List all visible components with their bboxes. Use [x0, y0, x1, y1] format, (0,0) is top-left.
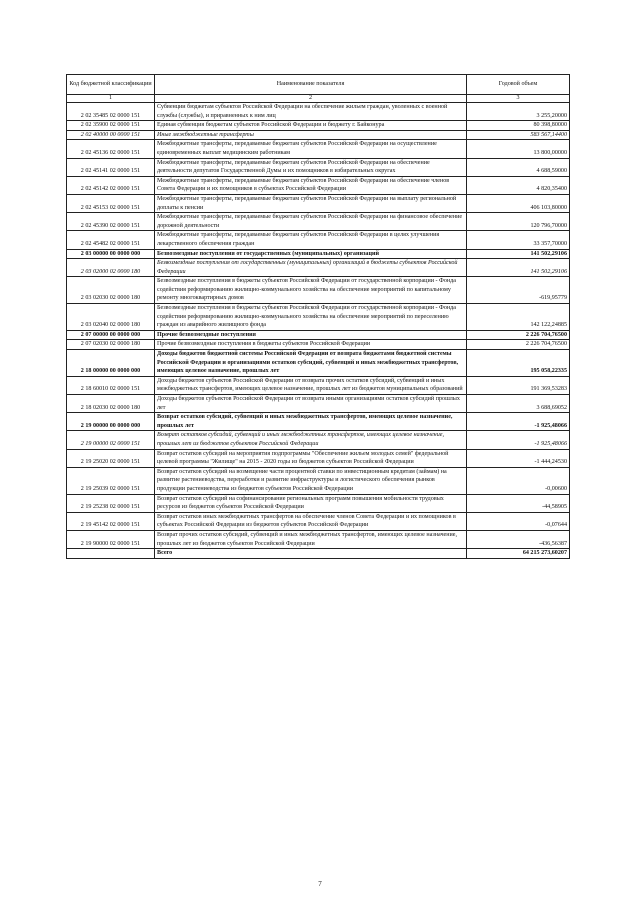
row-code: 2 19 25020 02 0000 151 [67, 449, 155, 467]
column-number-2: 2 [155, 95, 467, 103]
budget-table-container [66, 74, 569, 559]
row-code: 2 18 00000 00 0000 000 [67, 350, 155, 377]
row-code: 2 19 00000 02 0000 151 [67, 431, 155, 449]
row-value: 142 122,24885 [467, 304, 570, 331]
row-value: 141 502,29106 [467, 249, 570, 259]
row-value: 80 398,80000 [467, 121, 570, 131]
row-name: Возврат остатков субсидий на мероприятия подпрограммы "Обеспечение жильем молодых семей" федеральной целевой программы "Жилище" на 2015 - 2020 годы из бюджетов субъектов Российской Федерации [155, 449, 467, 467]
row-name: Межбюджетные трансферты, передаваемые бюджетам субъектов Российской Федерации на финансовое обеспечение дорожной деятельности [155, 213, 467, 231]
row-value: 3 688,69052 [467, 395, 570, 413]
row-name: Доходы бюджетов бюджетной системы Российской Федерации от возврата бюджетами бюджетной системы Российской Федерации и организациями остатков субсидий, субвенций и иных межбюджетных трансфертов, имеющих целевое назначение, прошлых лет [155, 350, 467, 377]
row-name: Возврат остатков субсидий на софинансирование региональных программ повышения мобильности трудовых ресурсов из бюджетов субъектов Российской Федерации [155, 494, 467, 512]
table-row [67, 231, 570, 249]
row-code: 2 03 00000 00 0000 000 [67, 249, 155, 259]
table-row [67, 158, 570, 176]
row-name: Безвозмездные поступления от государственных (муниципальных) организаций в бюджеты субъектов Российской Федерации [155, 259, 467, 277]
row-name: Безвозмездные поступления от государственных (муниципальных) организаций [155, 249, 467, 259]
table-row [67, 376, 570, 394]
table-row [67, 467, 570, 494]
table-body [67, 103, 570, 559]
row-code: 2 02 45142 02 0000 151 [67, 176, 155, 194]
row-name: Прочие безвозмездные поступления [155, 330, 467, 340]
row-name: Безвозмездные поступления в бюджеты субъектов Российской Федерации от государственной корпорации - Фонда содействия реформированию жилищно-коммунального хозяйства на обеспечение мероприятий по капитальному ремонту многоквартирных домов [155, 277, 467, 304]
row-code: 2 02 45141 02 0000 151 [67, 158, 155, 176]
row-value: 64 215 273,60207 [467, 549, 570, 559]
table-row [67, 103, 570, 121]
row-name: Возврат остатков субсидий, субвенций и иных межбюджетных трансфертов, имеющих целевое назначение, прошлых лет [155, 413, 467, 431]
row-value: 2 226 704,76500 [467, 330, 570, 340]
row-code: 2 02 45136 02 0000 151 [67, 140, 155, 158]
row-code: 2 02 40000 00 0000 151 [67, 130, 155, 140]
row-code: 2 03 02030 02 0000 180 [67, 277, 155, 304]
table-row [67, 431, 570, 449]
row-name: Иные межбюджетные трансферты [155, 130, 467, 140]
row-value: -44,58905 [467, 494, 570, 512]
row-code: 2 03 02040 02 0000 180 [67, 304, 155, 331]
table-row [67, 213, 570, 231]
row-value: 3 255,20000 [467, 103, 570, 121]
header-code: Код бюджетной классификации [67, 75, 155, 95]
row-code: 2 02 45153 02 0000 151 [67, 194, 155, 212]
row-value: 120 796,70000 [467, 213, 570, 231]
row-code: 2 18 02030 02 0000 180 [67, 395, 155, 413]
row-name: Межбюджетные трансферты, передаваемые бюджетам субъектов Российской Федерации на обеспечение членов Совета Федерации и их помощников в субъектах Российской Федерации [155, 176, 467, 194]
row-name: Доходы бюджетов субъектов Российской Федерации от возврата иными организациями остатков субсидий прошлых лет [155, 395, 467, 413]
row-code: 2 19 25238 02 0000 151 [67, 494, 155, 512]
row-code: 2 19 45142 02 0000 151 [67, 512, 155, 530]
row-value: -436,56387 [467, 530, 570, 548]
row-value: 33 357,70000 [467, 231, 570, 249]
table-row [67, 140, 570, 158]
row-code: 2 07 00000 00 0000 000 [67, 330, 155, 340]
row-value: 4 688,59000 [467, 158, 570, 176]
row-name: Межбюджетные трансферты, передаваемые бюджетам субъектов Российской Федерации на обеспечение деятельности депутатов Государственной Думы и их помощников в избирательных округах [155, 158, 467, 176]
row-value: -0,07644 [467, 512, 570, 530]
row-value: -0,00600 [467, 467, 570, 494]
row-code: 2 02 35900 02 0000 151 [67, 121, 155, 131]
row-code: 2 19 25039 02 0000 151 [67, 467, 155, 494]
row-name: Субвенции бюджетам субъектов Российской Федерации на обеспечение жильем граждан, уволенных с военной службы (службы), и приравненных к ним лиц [155, 103, 467, 121]
row-name: Межбюджетные трансферты, передаваемые бюджетам субъектов Российской Федерации на выплату региональной доплаты к пенсии [155, 194, 467, 212]
header-name: Наименование показателя [155, 75, 467, 95]
row-name: Прочие безвозмездные поступления в бюджеты субъектов Российской Федерации [155, 340, 467, 350]
table-row [67, 494, 570, 512]
row-code: 2 03 02000 02 0000 180 [67, 259, 155, 277]
table-row [67, 449, 570, 467]
row-code: 2 18 60010 02 0000 151 [67, 376, 155, 394]
table-row [67, 249, 570, 259]
table-row [67, 330, 570, 340]
table-row [67, 277, 570, 304]
row-code: 2 02 35485 02 0000 151 [67, 103, 155, 121]
table-row [67, 512, 570, 530]
table-row [67, 549, 570, 559]
row-name: Безвозмездные поступления в бюджеты субъектов Российской Федерации от государственной корпорации - Фонда содействия реформированию жилищно-коммунального хозяйства на обеспечение мероприятий по переселению граждан из аварийного жилищного фонда [155, 304, 467, 331]
table-header [67, 75, 570, 103]
page-number: 7 [318, 880, 322, 888]
row-code [67, 549, 155, 559]
table-row [67, 413, 570, 431]
row-value: -1 925,48066 [467, 431, 570, 449]
row-value: -1 444,24530 [467, 449, 570, 467]
row-name: Возврат остатков субсидий на возмещение части процентной ставки по инвестиционным кредитам (займам) на развитие растениеводства, переработки и развитие инфраструктуры и логистического обеспечения рынков продукции растениеводства из бюджетов субъектов Российской Федерации [155, 467, 467, 494]
row-name: Межбюджетные трансферты, передаваемые бюджетам субъектов Российской Федерации на осуществление единовременных выплат медицинским работникам [155, 140, 467, 158]
row-value: -1 925,48066 [467, 413, 570, 431]
row-value: 195 058,22335 [467, 350, 570, 377]
table-row [67, 350, 570, 377]
row-name: Возврат остатков субсидий, субвенций и иных межбюджетных трансфертов, имеющих целевое назначение, прошлых лет из бюджетов субъектов Российской Федерации [155, 431, 467, 449]
row-value: 191 369,53283 [467, 376, 570, 394]
column-number-1: 1 [67, 95, 155, 103]
table-row [67, 340, 570, 350]
row-name: Единая субвенция бюджетам субъектов Российской Федерации и бюджету г. Байконура [155, 121, 467, 131]
row-code: 2 19 90000 02 0000 151 [67, 530, 155, 548]
row-value: -619,95779 [467, 277, 570, 304]
budget-table [66, 74, 570, 559]
row-name: Доходы бюджетов субъектов Российской Федерации от возврата прочих остатков субсидий, субвенций и иных межбюджетных трансфертов, имеющих целевое назначение, прошлых лет из бюджетов муниципальных образований [155, 376, 467, 394]
table-row [67, 176, 570, 194]
table-row [67, 194, 570, 212]
row-value: 141 502,29106 [467, 259, 570, 277]
table-row [67, 259, 570, 277]
table-row [67, 130, 570, 140]
row-value: 583 567,14400 [467, 130, 570, 140]
row-name: Всего [155, 549, 467, 559]
header-value: Годовой объем [467, 75, 570, 95]
column-number-3: 3 [467, 95, 570, 103]
row-code: 2 02 45390 02 0000 151 [67, 213, 155, 231]
row-code: 2 07 02030 02 0000 180 [67, 340, 155, 350]
table-row [67, 304, 570, 331]
row-name: Возврат остатков иных межбюджетных трансфертов на обеспечение членов Совета Федерации и их помощников в субъектах Российской Федерации из бюджетов субъектов Российской Федерации [155, 512, 467, 530]
table-row [67, 395, 570, 413]
table-row [67, 530, 570, 548]
table-row [67, 121, 570, 131]
row-value: 13 800,00000 [467, 140, 570, 158]
row-value: 4 820,35400 [467, 176, 570, 194]
row-name: Возврат прочих остатков субсидий, субвенций и иных межбюджетных трансфертов, имеющих целевое назначение, прошлых лет из бюджетов субъектов Российской Федерации [155, 530, 467, 548]
row-name: Межбюджетные трансферты, передаваемые бюджетам субъектов Российской Федерации в целях улучшения лекарственного обеспечения граждан [155, 231, 467, 249]
row-code: 2 02 45482 02 0000 151 [67, 231, 155, 249]
row-code: 2 19 00000 00 0000 000 [67, 413, 155, 431]
row-value: 2 226 704,76500 [467, 340, 570, 350]
row-value: 406 103,80000 [467, 194, 570, 212]
